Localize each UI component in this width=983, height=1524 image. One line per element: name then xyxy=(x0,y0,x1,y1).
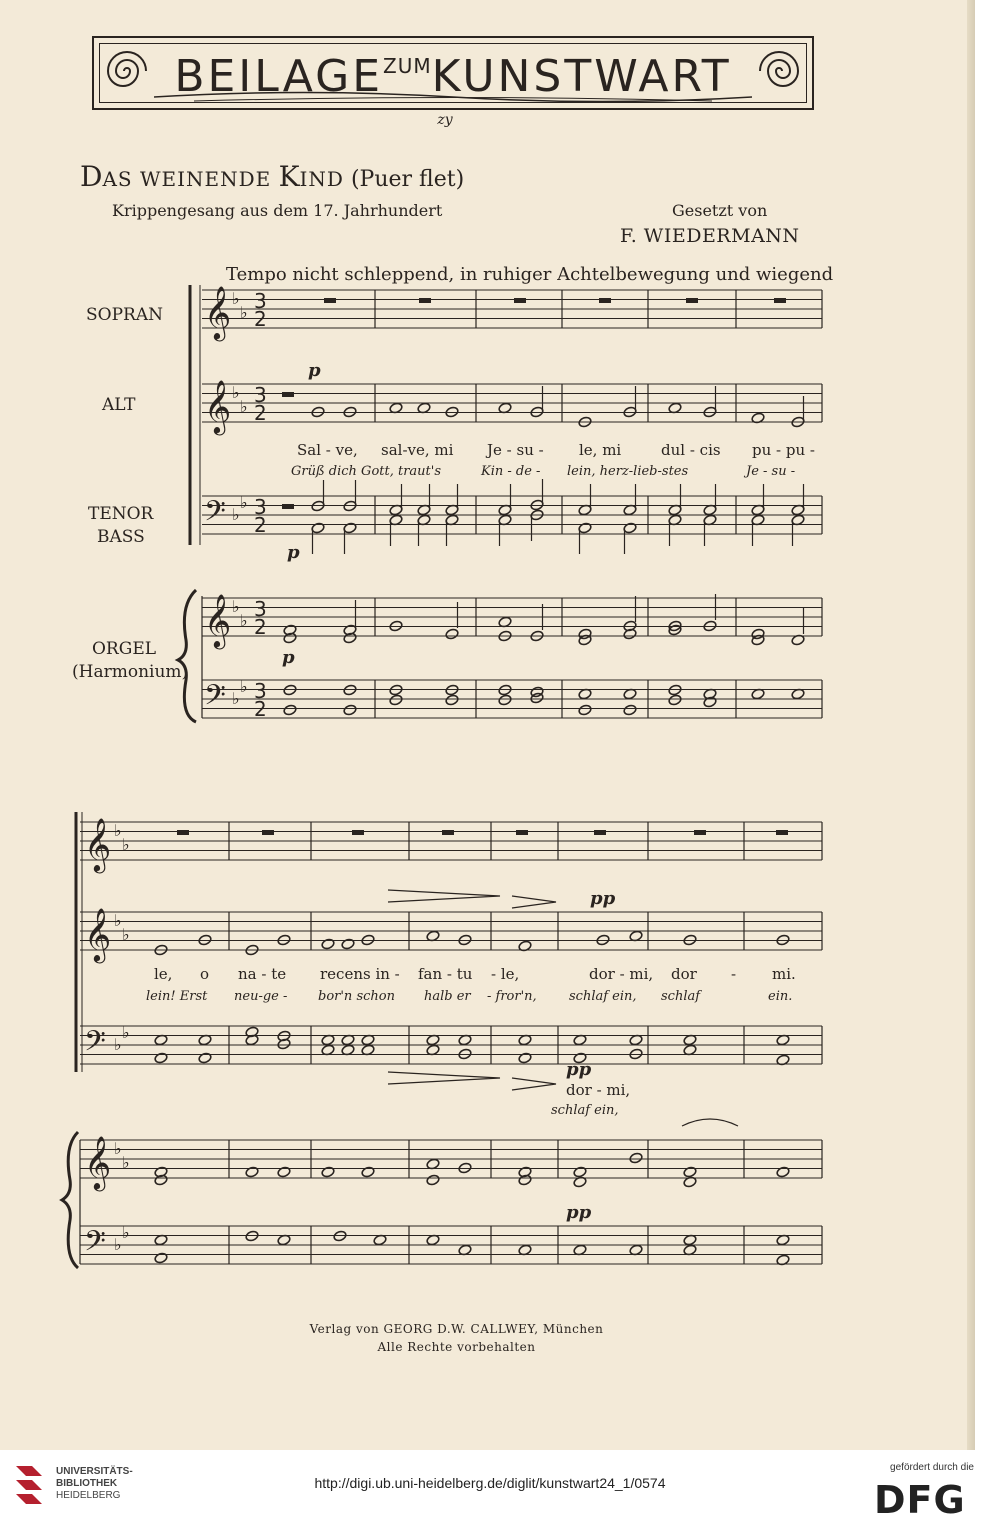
lyric-latin: Je - su - xyxy=(487,441,544,459)
lyric-german: halb er xyxy=(424,989,471,1004)
whole-rest xyxy=(442,830,454,835)
time-signature-denominator: 2 xyxy=(254,513,267,537)
lyric-german: schlaf xyxy=(661,989,701,1004)
dynamic-pp-alt: pp xyxy=(590,888,616,909)
flat-icon: ♭ xyxy=(114,821,122,840)
title-latin: (Puer flet) xyxy=(343,167,465,192)
lyric-german: Kin - de - xyxy=(481,464,541,479)
flat-icon: ♭ xyxy=(232,689,240,708)
whole-rest xyxy=(776,830,788,835)
lyric-german: ein. xyxy=(768,989,793,1004)
flat-icon: ♭ xyxy=(240,303,248,322)
lyric-latin: - le, xyxy=(491,965,520,983)
time-signature-denominator: 2 xyxy=(254,697,267,721)
organ-brace-icon xyxy=(178,590,196,722)
whole-rest xyxy=(594,830,606,835)
lyric-latin: - xyxy=(731,965,737,983)
crescendo-hairpin xyxy=(388,890,500,902)
note-head xyxy=(629,1152,643,1164)
note-head xyxy=(498,694,512,706)
lyric-latin: mi. xyxy=(772,965,796,983)
note-head xyxy=(578,704,592,716)
flat-icon: ♭ xyxy=(122,1153,130,1172)
note-head xyxy=(321,1166,335,1178)
title-rest-2: IND xyxy=(299,167,344,191)
note-head xyxy=(343,704,357,716)
note-head xyxy=(245,1166,259,1178)
decrescendo-hairpin xyxy=(512,896,556,908)
note-head xyxy=(361,1166,375,1178)
flat-icon: ♭ xyxy=(240,397,248,416)
flat-icon: ♭ xyxy=(240,611,248,630)
lyric-german: - fror'n, xyxy=(487,989,537,1004)
flat-icon: ♭ xyxy=(240,677,248,696)
note-head xyxy=(683,1166,697,1178)
note-head xyxy=(283,704,297,716)
whole-rest xyxy=(419,298,431,303)
time-signature-denominator: 2 xyxy=(254,401,267,425)
tempo-marking: Tempo nicht schleppend, in ruhiger Achtelbewegung und wiegend xyxy=(226,264,834,285)
lyric-bass-german: schlaf ein, xyxy=(551,1103,619,1118)
whole-rest xyxy=(177,830,189,835)
time-signature-numerator: 3 xyxy=(254,383,267,407)
note-head xyxy=(341,938,355,950)
rights-line: Alle Rechte vorbehalten xyxy=(377,1340,536,1354)
uni-line-3: HEIDELBERG xyxy=(56,1490,121,1501)
treble-clef-icon: 𝄞 xyxy=(84,907,112,961)
lyric-latin: dor xyxy=(671,965,697,983)
composer-name: F. WIEDERMANN xyxy=(620,225,800,247)
voice-label-harmonium: (Harmonium) xyxy=(72,662,189,682)
song-subtitle: Krippengesang aus dem 17. Jahrhundert xyxy=(112,201,443,220)
crescendo-hairpin xyxy=(388,1072,500,1084)
title-initial-2: K xyxy=(278,160,300,193)
note-head xyxy=(573,1166,587,1178)
whole-rest xyxy=(599,298,611,303)
flat-icon: ♭ xyxy=(114,1035,122,1054)
lyric-latin: o xyxy=(200,965,210,983)
treble-clef-icon: 𝄞 xyxy=(84,817,112,871)
note-head xyxy=(518,1052,532,1064)
note-head xyxy=(154,1052,168,1064)
lyric-german: neu-ge - xyxy=(234,989,288,1004)
flat-icon: ♭ xyxy=(114,911,122,930)
lyric-latin: recens in - xyxy=(320,965,400,983)
composer-label: Gesetzt von xyxy=(672,201,768,220)
whole-rest xyxy=(282,504,294,509)
flat-icon: ♭ xyxy=(122,1023,130,1042)
whole-rest xyxy=(516,830,528,835)
note-head xyxy=(445,628,459,640)
dynamic-pp-organ: pp xyxy=(566,1202,592,1223)
time-signature-numerator: 3 xyxy=(254,495,267,519)
voice-label-sopran: SOPRAN xyxy=(86,305,163,325)
note-head xyxy=(776,1166,790,1178)
note-head xyxy=(277,1166,291,1178)
bass-clef-icon: 𝄢 xyxy=(84,1025,106,1065)
publisher-line: Verlag von GEORG D.W. CALLWEY, München xyxy=(309,1322,604,1336)
lyric-german: Je - su - xyxy=(746,464,796,479)
note-head xyxy=(198,1052,212,1064)
organ-brace-icon xyxy=(62,1132,78,1268)
banner-main: BEILAGE xyxy=(174,51,384,102)
bass-clef-icon: 𝄢 xyxy=(84,1225,106,1265)
flat-icon: ♭ xyxy=(122,1223,130,1242)
whole-rest xyxy=(686,298,698,303)
flat-icon: ♭ xyxy=(232,383,240,402)
lyric-latin: pu - pu - xyxy=(752,441,815,459)
time-signature-denominator: 2 xyxy=(254,615,267,639)
treble-clef-icon: 𝄞 xyxy=(204,593,232,647)
flat-icon: ♭ xyxy=(122,925,130,944)
dynamic-p-bass: p xyxy=(287,542,300,563)
note-head xyxy=(426,1174,440,1186)
note-head xyxy=(321,938,335,950)
whole-rest xyxy=(282,392,294,397)
lyric-german: lein, herz-lieb-stes xyxy=(567,464,689,479)
dynamic-pp-bass: pp xyxy=(566,1059,592,1080)
banner-end: KUNSTWART xyxy=(431,51,732,102)
bass-clef-icon: 𝄢 xyxy=(204,679,226,719)
uni-line-1: UNIVERSITÄTS- xyxy=(56,1466,133,1477)
flat-icon: ♭ xyxy=(232,597,240,616)
note-head xyxy=(154,1252,168,1264)
dynamic-p-alt: p xyxy=(308,360,321,381)
tie-arc xyxy=(682,1119,738,1126)
lyric-german: lein! Erst xyxy=(146,989,208,1004)
whole-rest xyxy=(514,298,526,303)
page-mark: zy xyxy=(437,112,453,128)
lyric-german: Grüß dich Gott, traut's xyxy=(291,464,442,479)
lyric-german: schlaf ein, xyxy=(569,989,637,1004)
flat-icon: ♭ xyxy=(114,1139,122,1158)
lyric-latin: le, mi xyxy=(579,441,622,459)
lyric-latin: Sal - ve, xyxy=(297,441,358,459)
flat-icon: ♭ xyxy=(240,493,248,512)
lyric-latin: dul - cis xyxy=(661,441,721,459)
voice-label-tenor: TENOR xyxy=(88,504,154,524)
time-signature-denominator: 2 xyxy=(254,307,267,331)
treble-clef-icon: 𝄞 xyxy=(204,379,232,433)
bass-clef-icon: 𝄢 xyxy=(204,495,226,535)
flat-icon: ♭ xyxy=(114,1235,122,1254)
uni-line-2: BIBLIOTHEK xyxy=(56,1478,118,1489)
flat-icon: ♭ xyxy=(232,289,240,308)
lyric-latin: fan - tu xyxy=(418,965,473,983)
voice-label-alt: ALT xyxy=(102,395,136,415)
lyric-latin: le, xyxy=(154,965,173,983)
note-head xyxy=(445,694,459,706)
flat-icon: ♭ xyxy=(232,505,240,524)
note-head xyxy=(668,694,682,706)
voice-label-orgel: ORGEL xyxy=(92,639,157,659)
whole-rest xyxy=(262,830,274,835)
lyric-latin: sal-ve, mi xyxy=(381,441,454,459)
dynamic-p-organ: p xyxy=(282,647,295,668)
lyric-bass-latin: dor - mi, xyxy=(566,1081,631,1099)
note-head xyxy=(389,694,403,706)
flat-icon: ♭ xyxy=(122,835,130,854)
source-url-link[interactable]: http://digi.ub.uni-heidelberg.de/diglit/kunstwart24_1/0574 xyxy=(314,1475,666,1491)
university-library-name xyxy=(56,1466,133,1502)
time-signature-numerator: 3 xyxy=(254,679,267,703)
title-rest-1: AS WEINENDE xyxy=(102,167,279,191)
note-head xyxy=(623,704,637,716)
whole-rest xyxy=(694,830,706,835)
treble-clef-icon: 𝄞 xyxy=(204,285,232,339)
university-library-logo-icon xyxy=(12,1462,46,1510)
lyric-latin: dor - mi, xyxy=(589,965,654,983)
lyric-latin: na - te xyxy=(238,965,287,983)
dfg-logo: DFG xyxy=(874,1478,966,1522)
lyric-german: bor'n schon xyxy=(318,989,395,1004)
decrescendo-hairpin xyxy=(512,1078,556,1090)
whole-rest xyxy=(324,298,336,303)
whole-rest xyxy=(774,298,786,303)
whole-rest xyxy=(352,830,364,835)
dfg-funding-label: gefördert durch die xyxy=(890,1462,974,1473)
time-signature-numerator: 3 xyxy=(254,289,267,313)
treble-clef-icon: 𝄞 xyxy=(84,1135,112,1189)
banner-small-word: ZUM xyxy=(383,54,432,78)
title-initial-1: D xyxy=(80,160,103,193)
time-signature-numerator: 3 xyxy=(254,597,267,621)
voice-label-bass: BASS xyxy=(97,527,145,547)
